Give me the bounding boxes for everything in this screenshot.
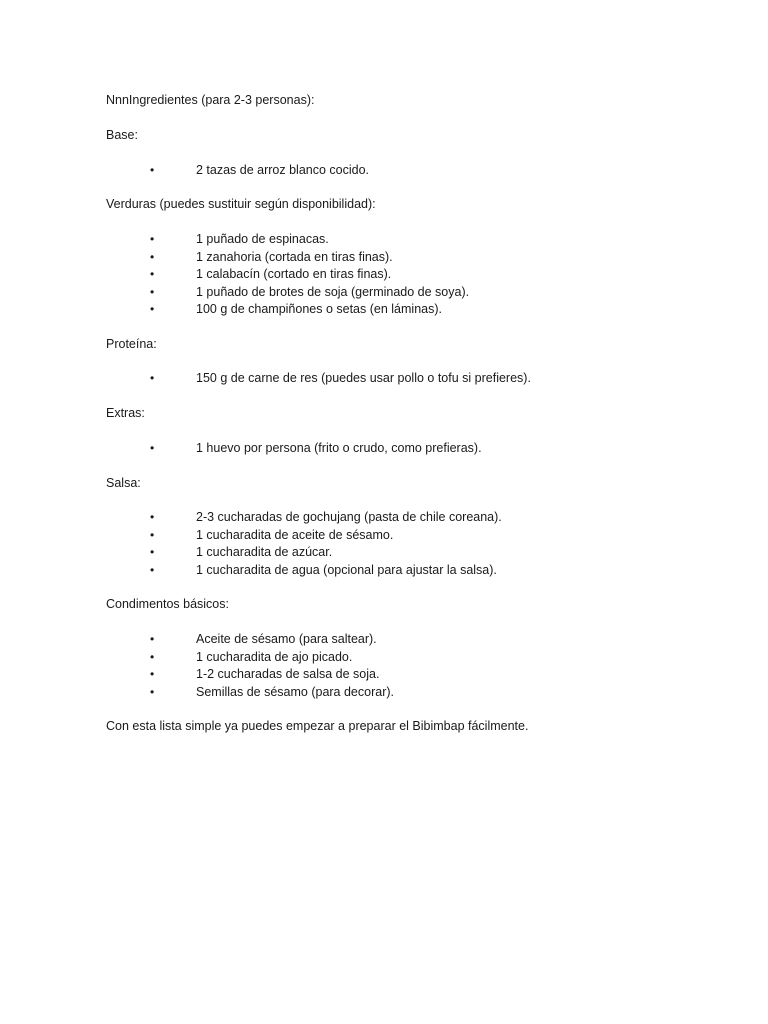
list-item-text: 2-3 cucharadas de gochujang (pasta de chile coreana). — [196, 510, 502, 524]
list-item-text: 1-2 cucharadas de salsa de soja. — [196, 667, 380, 681]
list-item-text: 1 huevo por persona (frito o crudo, como prefieras). — [196, 441, 482, 455]
intro-heading: NnnIngredientes (para 2-3 personas): — [106, 93, 315, 107]
bullet-icon: • — [150, 284, 155, 299]
section-heading-proteina: Proteína: — [106, 337, 157, 351]
bullet-icon: • — [150, 632, 155, 646]
bullet-icon: • — [150, 545, 155, 559]
bullet-icon: • — [150, 302, 155, 316]
bullet-icon: • — [150, 510, 155, 524]
list-item-text: 150 g de carne de res (puedes usar pollo o tofu si prefieres). — [196, 371, 531, 385]
section-heading-extras: Extras: — [106, 406, 145, 420]
bullet-icon: • — [150, 527, 155, 542]
list-item-text: 1 puñado de brotes de soja (germinado de soya). — [196, 284, 470, 299]
bullet-icon: • — [150, 232, 155, 246]
bullet-icon: • — [150, 249, 155, 264]
list-item-text: 1 cucharadita de azúcar. — [196, 545, 333, 559]
list-item-text: 1 cucharadita de aceite de sésamo. — [196, 527, 394, 542]
list-item-text: Semillas de sésamo (para decorar). — [196, 684, 394, 699]
list-item-text: 1 cucharadita de agua (opcional para ajustar la salsa). — [196, 562, 497, 577]
list-item-text: 1 puñado de espinacas. — [196, 232, 329, 246]
bullet-icon: • — [150, 649, 155, 664]
list-item-text: 1 calabacín (cortado en tiras finas). — [196, 267, 392, 281]
section-heading-verduras: Verduras (puedes sustituir según disponibilidad): — [106, 197, 376, 211]
list-item-text: Aceite de sésamo (para saltear). — [196, 632, 377, 646]
bullet-icon: • — [150, 667, 155, 681]
section-heading-condimentos: Condimentos básicos: — [106, 597, 229, 611]
list-item-text: 2 tazas de arroz blanco cocido. — [196, 163, 370, 177]
bullet-icon: • — [150, 441, 155, 455]
section-heading-salsa: Salsa: — [106, 476, 141, 490]
bullet-icon: • — [150, 562, 155, 577]
list-item-text: 1 cucharadita de ajo picado. — [196, 649, 353, 664]
bullet-icon: • — [150, 684, 155, 699]
bullet-icon: • — [150, 267, 155, 281]
bullet-icon: • — [150, 163, 155, 177]
list-item-text: 100 g de champiñones o setas (en láminas). — [196, 302, 442, 316]
bullet-icon: • — [150, 371, 155, 385]
closing-paragraph: Con esta lista simple ya puedes empezar a preparar el Bibimbap fácilmente. — [106, 719, 529, 733]
list-item-text: 1 zanahoria (cortada en tiras finas). — [196, 249, 393, 264]
section-heading-base: Base: — [106, 128, 138, 142]
